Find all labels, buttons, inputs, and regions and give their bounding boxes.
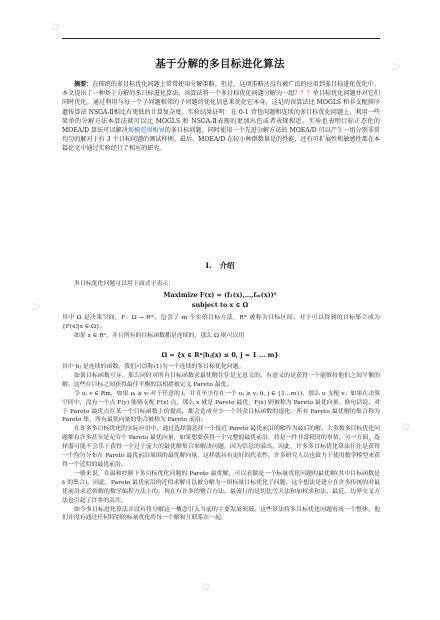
equation-omega <box>0 351 440 360</box>
section-heading <box>0 260 440 271</box>
watermark: ❖ <box>46 17 66 39</box>
paragraph-omega: 其中 Ω 是决策空间，F：Ω → Rᵐ，包含了 m 个实值目标方法，Rᵐ 被称为目标区间。对于可以得到的目标集合成为{F(x)|x ∈ Ω}。 <box>62 315 380 330</box>
body-paragraph <box>62 314 380 341</box>
equation-line: subject to x ∈ Ω <box>191 301 249 309</box>
abstract <box>62 80 380 154</box>
paper-title: 基于分解的多目标进化算法 <box>155 58 285 70</box>
equation-subject <box>0 301 440 310</box>
paragraph-pareto-intro: 如果目标函数互斥，那么同时对所有目标函数求最优解往往是无意义的，有意义的是获得一个能维持他们之间平衡的解。这些在目标之间获得最佳平衡的以相措被定义 Pareto 最优。 <box>62 372 380 388</box>
body-paragraph <box>62 363 380 523</box>
abstract-highlight-red: ？？？ <box>294 90 313 98</box>
abstract-highlight-blue: 规模范围相异 <box>127 127 165 135</box>
abstract-text: 单目标优化问题并对它们同时优化。通过利用与每一个子问题相邻的子问题的优化信息来优化它本身，这是的该算法比 MOGLS 和非支配排序遗传算法 NSGA-Ⅱ相比有更低的计算复杂度。实验结果证明：在 0-1 背包问题和连续的多目标优化问题上，利用一些简单的分解方法本算法就可以比 MOGLS 和 NSGA-Ⅱ表现的更加出色或者表现相近。实验也表明目标正态化的 MOEA/D 算法可以解决 <box>62 90 381 135</box>
equation-maximize <box>0 291 440 300</box>
paragraph-practical: 在许多多目标优化的实际应用中，通过选择器选择一个接近 Pareto 最优前沿的解作为最后的解。大多数多目标优化问题都有许多甚至是无穷个 Pareto 最优向量，如果想要获得一个完整的最优前沿，将是一件非常耗时的事情。另一方面，选择器可能不会乐于获得一个过于庞大的最优解集合来解决问题，因为信息的溢出。因此，许多多目标优化算法往往是获得一个均匀分布在 Pareto 最优前沿周围的最优解向量，这样就具有更好的代表性。许多研究人员也致力于使用数学模型来获得一个近似的最优前沿。 <box>62 426 380 468</box>
watermark: ❖ <box>196 577 216 599</box>
watermark: ❖ <box>26 297 46 319</box>
abstract-label: 摘要： <box>74 81 93 88</box>
equation-line: Ω = {x ∈ Rⁿ|hⱼ(x) ≤ 0, j = 1 … m} <box>161 351 279 359</box>
paragraph-intro: 多目标优化问题可以用下面式子表示： <box>74 281 175 287</box>
paragraph-decomposition: 一般来说，在温和控制下多目标优化问题的 Pareto 最优解，可以看做是一个标量优化问题的最优解(其中目标函数是 fᵢ 的集合)。因此，Pareto 最优前沿的近似求解可以被分解为一组标量目标优化子问题。这个想法是建立在许多传统的对最优前沿求近似解的数学编程方法上的。现在有许多的聚合方法，最流行的是切比雪夫法和加权求和法。最近，边界交叉方法也引起了许多的关注。 <box>62 470 380 504</box>
abstract-text: 在传统的多目标优化问题上常常使用分解策略。但是，这项策略还没有被广泛的应用到多目标进化优化中。本文提出了一种基于分解的多目标进化算法，该算法将一个多目标优化问题分解为一组 <box>62 81 381 98</box>
section-title: 介绍 <box>219 261 235 270</box>
body-paragraph <box>62 280 380 289</box>
paragraph-continuous: 如果 x ∈ Rⁿ，并且所有的目标函数都是连续的，那么 Ω 则可以用 <box>74 332 245 339</box>
abstract-text: 的多目标问题，同时使用一个先进分解方法的 MOEA/D 可以产生一组分别非常均匀的解对于有 3 个目标问题的测试样例。最后，MOEA/D 在较小种群数量是的性能，还有可扩展性和敏感性都在本篇论文中通过实验经行了相应的研究。 <box>62 127 381 153</box>
section-number: I. <box>205 261 212 270</box>
watermark: ❖ <box>396 417 416 439</box>
equation-line: Maximize F(x) = (f₁(x),…,fₘ(x))ᵀ <box>163 291 277 299</box>
header-rule <box>62 38 380 39</box>
paragraph-moea: 如今多目标进化算法并没有将分解这一概念引入当前的主要发展领域。这些算法将多目标优化问题看成一个整体。他们并没有通过任何特别的标量优化将每一个解和互联系在一起。 <box>62 506 380 522</box>
paragraph-hj: 其中 hⱼ 是连续的函数，我们可以称(1)为一个连续的多目标优化问题。 <box>62 364 245 370</box>
paragraph-dominance: 令 u, v ∈ Rm，如果 uᵢ ≥ vᵢ 对于任意的 i，并且至少存在一个 uⱼ ≥ vⱼ (i, j ∈ {1…m})，那么 u 支配 v。如果在决策空间中，没有一个点 F(y) 能够支配 F(x) 点，那么 x 就是 Pareto 最优，F(x) 则被称为 Pareto 最优向量。换句话说，对于 Pareto 最优点在某一个目标函数上的提高，都会造成至少一个其余目标函数的退化。所有 Pareto 最优解的集合称为 Pareto 集，所有最优向量的集合被称为 Pareto 前沿。 <box>62 390 380 424</box>
watermark: ❖ <box>386 57 406 79</box>
